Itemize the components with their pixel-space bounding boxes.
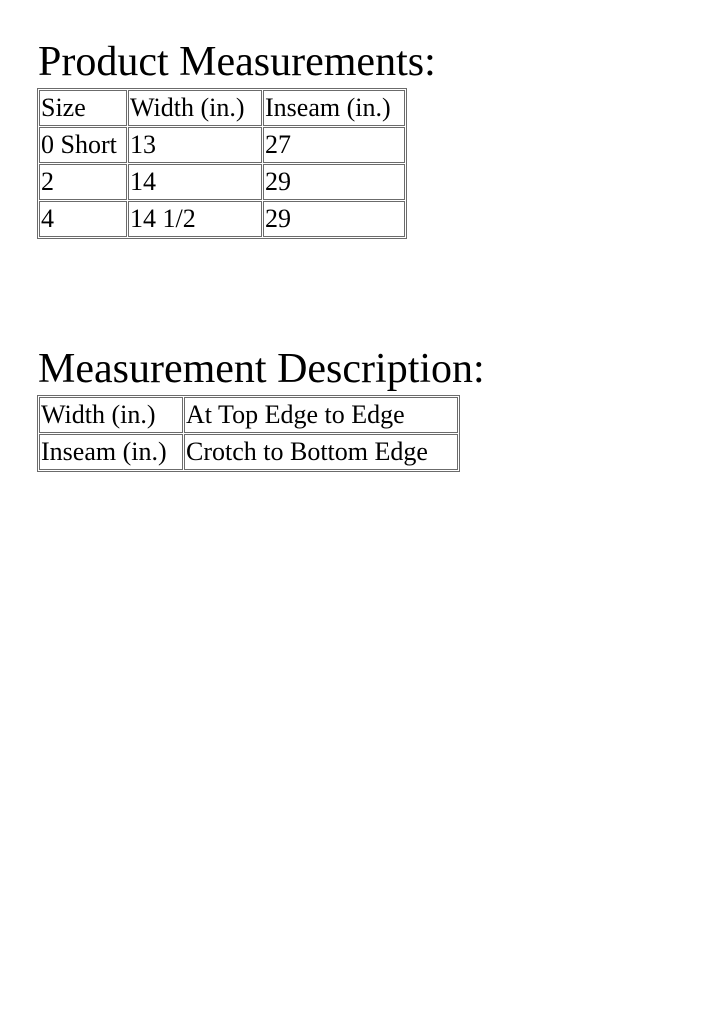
size-cell: 2 — [39, 164, 127, 200]
inseam-cell: 27 — [263, 127, 405, 163]
table-row — [39, 201, 405, 237]
product-measurements-heading: Product Measurements: — [38, 39, 436, 85]
width-cell: 14 — [128, 164, 262, 200]
product-measurements-table — [37, 88, 407, 239]
measurement-description-table — [37, 395, 460, 472]
inseam-cell: 29 — [263, 201, 405, 237]
measurement-name-cell: Width (in.) — [39, 397, 183, 433]
table-row — [39, 164, 405, 200]
product-measurements-section — [38, 36, 698, 239]
header-cell-inseam: Inseam (in.) — [263, 90, 405, 126]
size-cell: 4 — [39, 201, 127, 237]
table-row — [39, 127, 405, 163]
width-cell: 14 1/2 — [128, 201, 262, 237]
measurement-description-heading: Measurement Description: — [38, 346, 485, 392]
measurement-description-cell: At Top Edge to Edge — [184, 397, 458, 433]
header-cell-width: Width (in.) — [128, 90, 262, 126]
table-row — [39, 434, 458, 470]
measurement-description-cell: Crotch to Bottom Edge — [184, 434, 458, 470]
measurement-description-section — [38, 343, 698, 472]
measurement-name-cell: Inseam (in.) — [39, 434, 183, 470]
inseam-cell: 29 — [263, 164, 405, 200]
header-cell-size: Size — [39, 90, 127, 126]
table-row — [39, 397, 458, 433]
document-page — [38, 36, 698, 472]
size-cell: 0 Short — [39, 127, 127, 163]
width-cell: 13 — [128, 127, 262, 163]
table-header-row — [39, 90, 405, 126]
